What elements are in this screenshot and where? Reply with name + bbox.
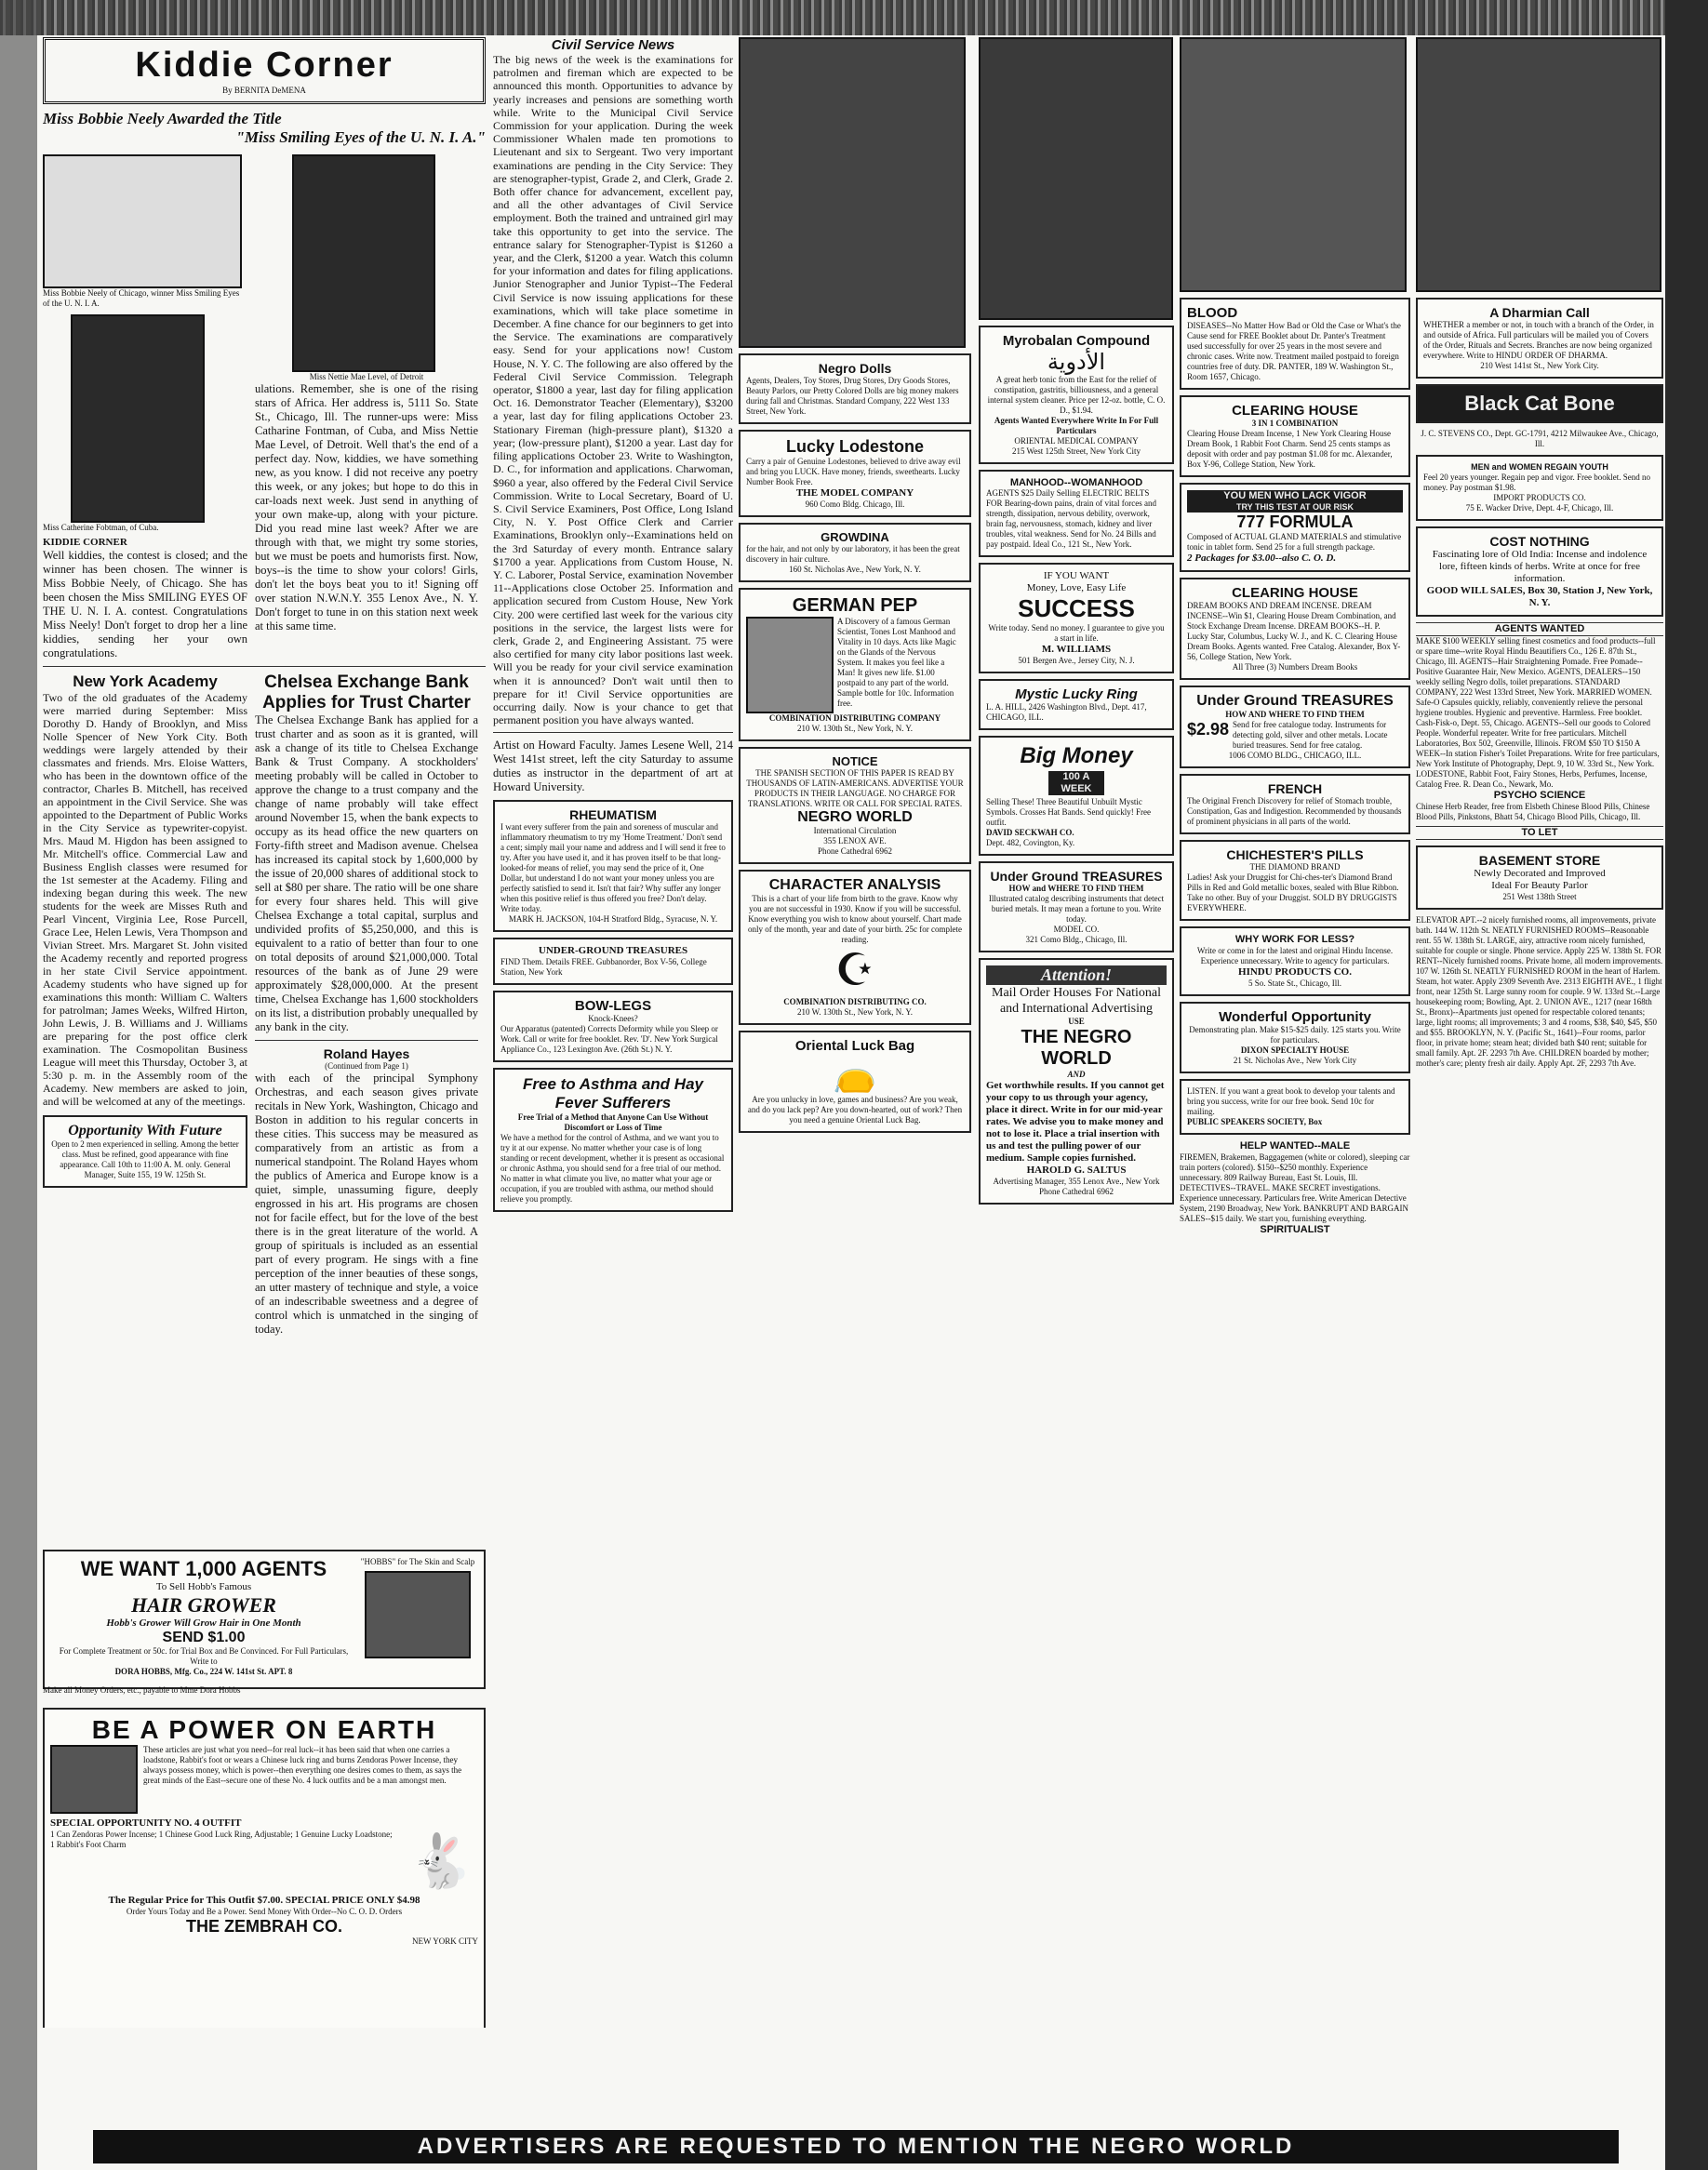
clearing2-numbers: All Three (3) Numbers Dream Books bbox=[1232, 662, 1358, 672]
dark-ad-col6 bbox=[1416, 37, 1661, 292]
attention-paper: THE NEGRO WORLD bbox=[1021, 1027, 1132, 1069]
vigor-text: Composed of ACTUAL GLAND MATERIALS and stimulative tonic in tablet form. Send 25 for a full strength package. bbox=[1187, 532, 1402, 552]
attention-ad bbox=[979, 958, 1174, 1205]
agents-text: MAKE $100 WEEKLY selling finest cosmetics and food products--full or spare time--write Royal Hindu Beautifiers Co., 126 E. 87th St., Chicago, Ill. AGENTS--Hair Straightening Pomade. Free Pomade--Positive Guarantee Hair, New Mexico. AGENTS, DEALERS--150 weekly selling Negro dolls, toilet preparations. STANDARD COMPANY, 222 West 133rd Street, New York. MARRIED WOMEN. Safe-O Capsules quickly, reliably, conveniently relieve the personal hygiene troubles. Hygienic and preventive. Harmless. Free booklet. Cash-Fisk-o, Dept. 55, Chicago. AGENTS--Sell our goods to Colored People. Wonderful repeater. Write for free particulars. Mitchell Laboratories, Box 502, Greenville, Illinois. FROM $50 TO $150 A WEEK--In station Fisher's Toilet Preparations. Write for free particulars, New York Institute of Photography, Dept. 9, 10 W. 33rd St., New York. LODESTONE, Rabbit Foot, Fairy Stones, Herbs, Perfumes, Incense, Catalog Free. R. Dean Co., Newark, Mo. bbox=[1416, 636, 1660, 789]
kiddie-headline-2: "Miss Smiling Eyes of the U. N. I. A." bbox=[235, 128, 486, 146]
treasures2-company: MODEL CO. bbox=[1053, 925, 1100, 934]
caption-nettie: Miss Nettie Mae Level, of Detroit bbox=[309, 372, 424, 381]
myrobalan-text: A great herb tonic from the East for the relief of constipation, gastritis, billiousness, and a general internal system cleaner. Price per 12-oz. bottle, C. O. D., $1.94. bbox=[987, 375, 1166, 415]
growdina-text: for the hair, and not only by our laboratory, it has been the great discovery in hair culture. bbox=[746, 544, 960, 564]
hobbs-product: HAIR GROWER bbox=[131, 1593, 276, 1617]
listen-company: PUBLIC SPEAKERS SOCIETY, Box bbox=[1187, 1117, 1323, 1126]
dharmian-text: WHETHER a member or not, in touch with a branch of the Order, in and outside of Africa. Full particulars will be mailed you of Covers of the Order, Rituals and Secrets. Branches are now being organized everywhere. Write to HINDU ORDER OF DHARMA. bbox=[1423, 320, 1654, 360]
tolet-title: TO LET bbox=[1416, 826, 1663, 840]
myrobalan-company: ORIENTAL MEDICAL COMPANY bbox=[1014, 436, 1139, 446]
chichester-title: CHICHESTER'S PILLS bbox=[1226, 847, 1364, 862]
asthma-sub: Free Trial of a Method that Anyone Can Use Without Discomfort or Loss of Time bbox=[517, 1112, 709, 1133]
treasures3-ad bbox=[1180, 686, 1410, 768]
clearing1-sub: 3 IN 1 COMBINATION bbox=[1251, 419, 1339, 428]
bigmoney-ad bbox=[979, 736, 1174, 856]
costnothing-text: Fascinating lore of Old India: Incense and indolence lore, fifteen kinds of herbs. Write at once for free information. bbox=[1432, 549, 1648, 584]
treasures-small-text: FIND Them. Details FREE. Gubbanorder, Box V-56, College Station, New York bbox=[500, 957, 707, 978]
bigmoney-company: DAVID SECKWAH CO. bbox=[986, 828, 1074, 837]
menwomen-address: 75 E. Wacker Drive, Dept. 4-F, Chicago, Ill. bbox=[1465, 503, 1614, 513]
power-special: SPECIAL OPPORTUNITY NO. 4 OUTFIT bbox=[50, 1817, 242, 1829]
german-pep-title: GERMAN PEP bbox=[792, 595, 918, 616]
character-ad bbox=[739, 870, 971, 1025]
attention-use: USE bbox=[1068, 1017, 1085, 1026]
attention-address: Advertising Manager, 355 Lenox Ave., New York bbox=[993, 1177, 1160, 1186]
rheumatism-text: I want every sufferer from the pain and soreness of muscular and inflammatory rheumatism to try my 'Home Treatment.' Don't send a cent; simply mail your name and address and I will send it free to try. After you have used it, and it has proven itself to be that long-looked-for means of relief, you may send the price of it, One Dollar, but understand I do not want your money unless you are perfectly satisfied to send it. Isn't that fair? Why suffer any longer when this positive relief is thus offered you free? Don't delay. Write today. bbox=[500, 822, 726, 914]
kiddie-title-box bbox=[43, 37, 486, 104]
column-6 bbox=[1416, 37, 1663, 2028]
attention-name: HAROLD G. SALTUS bbox=[1026, 1165, 1127, 1176]
incense-can-image bbox=[50, 1745, 138, 1814]
power-text: These articles are just what you need--for real luck--it has been said that when one carries a loadstone, Rabbit's foot or wears a Chinese luck ring and burns Zendoras Power Incense, they always possess money, which is power--then everything one desires comes to them, as says the great minds of the East--secure one of these No. 4 luck outfits and be a man amongst men. bbox=[143, 1745, 462, 1785]
civil-title: Civil Service News bbox=[551, 37, 675, 53]
menwomen-company: IMPORT PRODUCTS CO. bbox=[1493, 493, 1586, 502]
german-pep-photo bbox=[746, 617, 834, 713]
attention-title: Attention! bbox=[986, 965, 1167, 985]
french-ad bbox=[1180, 774, 1410, 834]
photo-nettie-level bbox=[292, 154, 435, 372]
growdina-ad bbox=[739, 523, 971, 582]
attention-and: AND bbox=[1067, 1070, 1086, 1079]
manhood-title: MANHOOD--WOMANHOOD bbox=[1009, 477, 1143, 488]
myrobalan-arabic: الأدوية bbox=[1047, 349, 1106, 375]
power-price: The Regular Price for This Outfit $7.00. SPECIAL PRICE ONLY $4.98 bbox=[108, 1895, 420, 1906]
hayes-text: with each of the principal Symphony Orchestras, and each season gives private recitals in New York, Washington, Chicago and Boston in addition to his regular concerts in these cities. This success may be measured as comparatively from an artistic as from a numerical standpoint. The Roland Hayes whom the publics of America and Europe know is a quiet, simple, unassuming figure, deeply engrossed in his art. His programs are chosen not for facile effect, but for the love of the best there is in the great literature of the world. A group of spirituals is included as an essential part of every program. He sings with a fine perception of the inner beauties of these songs, an utter mastery of technique and style, a voice of an indescribable sweetness and a degree of control which is unmatched in the singing of today. bbox=[255, 1072, 478, 1336]
dharmian-ad bbox=[1416, 298, 1663, 379]
scan-noise-right bbox=[1665, 0, 1708, 2170]
opportunity-title: Opportunity With Future bbox=[68, 1123, 222, 1138]
bigmoney-text: Selling These! Three Beautiful Unbuilt Mystic Symbols. Crosses Hat Bands. Send quickly! Free outfit. bbox=[986, 797, 1151, 827]
success-company: M. WILLIAMS bbox=[1041, 644, 1112, 655]
workless-address: 5 So. State St., Chicago, Ill. bbox=[1248, 978, 1341, 988]
caption-bobbie: Miss Bobbie Neely of Chicago, winner Miss Smiling Eyes of the U. N. I. A. bbox=[43, 288, 240, 308]
column-4 bbox=[979, 37, 1174, 2028]
dark-ad-col5 bbox=[1180, 37, 1407, 292]
manhood-ad bbox=[979, 470, 1174, 557]
power-order: Order Yours Today and Be a Power. Send Money With Order--No C. O. D. Orders bbox=[126, 1907, 403, 1916]
agents-title: AGENTS WANTED bbox=[1416, 622, 1663, 636]
workless-ad bbox=[1180, 926, 1410, 996]
kiddie-title: Kiddie Corner bbox=[135, 46, 394, 85]
chelsea-text: The Chelsea Exchange Bank has applied for a trust charter and as soon as it is granted, will ask a change of its title to Chelsea Exchange Bank & Trust Company. A stockholders' meeting probably will be called in October to approve the change to a trust company and the change of name probably will take effect around November 15, when the bank expects to occupy as its head office the new quarters on Forty-fifth street and Madison avenue. Chelsea has increased its capital stock by 1,600,000 by the issue of 20,000 shares of additional stock to sell at $80 per share. The ratio will be one share for every four shares held. This will give Chelsea Exchange a total capital, surplus and undivided profits of $5,250,000, and this is equivalent to a ratio of better than four to one on total deposits of around $21,000,000. Total resources of the bank as of June 29 were approximately $28,000,000. At the present time, Chelsea Exchange has 1,600 stockholders on its list, a distribution probably unequalled by any bank in the city. bbox=[255, 713, 478, 1033]
kiddie-text-1: Well kiddies, the contest is closed; and the winner has been chosen. The winner is Miss Bobbie Neely, of Chicago. She has been chosen the Miss SMILING EYES OF THE U. N. I. A. contest. Congratulations Miss Neely! Don't forget to drop her a line kiddies, sending her your own congratulations. bbox=[43, 549, 247, 659]
hobbs-title: WE WANT 1,000 AGENTS bbox=[80, 1557, 327, 1580]
hobbs-note: Make all Money Orders, etc., payable to Mme Dora Hobbs bbox=[43, 1685, 241, 1695]
vigor-ad bbox=[1180, 483, 1410, 572]
german-pep-ad bbox=[739, 588, 971, 741]
costnothing-address: GOOD WILL SALES, Box 30, Station J, New York, N. Y. bbox=[1426, 585, 1653, 608]
kiddie-subhead: KIDDIE CORNER bbox=[43, 537, 127, 548]
crescent-star-icon: ☪ bbox=[834, 946, 875, 995]
clearing1-text: Clearing House Dream Incense, 1 New York Clearing House Dream Book, 1 Rabbit Foot Charm. Send 25 cents stamps as deposit with order and pay postman $1.08 for mc. Alexander, Box Y-96, College Station, New York. bbox=[1187, 429, 1393, 469]
dark-ad-col4 bbox=[979, 37, 1173, 320]
power-items: 1 Can Zendoras Power Incense; 1 Chinese Good Luck Ring, Adjustable; 1 Genuine Lucky Loadstone; 1 Rabbit's Foot Charm bbox=[50, 1830, 393, 1849]
clearing2-title: CLEARING HOUSE bbox=[1232, 585, 1358, 601]
success-title: IF YOU WANT bbox=[1043, 570, 1110, 581]
attention-line1: Mail Order Houses For National and International Advertising bbox=[992, 986, 1161, 1016]
rheumatism-ad bbox=[493, 800, 733, 932]
clearing1-title: CLEARING HOUSE bbox=[1232, 403, 1358, 419]
catbone-address: J. C. STEVENS CO., Dept. GC-1791, 4212 Milwaukee Ave., Chicago, Ill. bbox=[1421, 429, 1659, 448]
basement-line2: Ideal For Beauty Parlor bbox=[1491, 880, 1588, 891]
luck-bag-icon: 👝 bbox=[833, 1055, 877, 1094]
lodestone-address: 960 Como Bldg. Chicago, Ill. bbox=[805, 499, 905, 509]
footer-banner: ADVERTISERS ARE REQUESTED TO MENTION THE NEGRO WORLD bbox=[93, 2130, 1619, 2163]
attention-phone: Phone Cathedral 6962 bbox=[1039, 1187, 1114, 1196]
hobbs-line3: For Complete Treatment or 50c. for Trial Box and Be Convinced. For Full Particulars, Write to bbox=[59, 1646, 349, 1666]
costnothing-ad bbox=[1416, 526, 1663, 617]
column-3 bbox=[739, 37, 971, 2028]
notice-ad bbox=[739, 747, 971, 864]
lodestone-text: Carry a pair of Genuine Lodestones, believed to drive away evil and bring you LUCK. Have money, friends, sweethearts. Lucky Number Book Free. bbox=[746, 457, 961, 486]
power-city: NEW YORK CITY bbox=[412, 1937, 478, 1946]
rheumatism-address: MARK H. JACKSON, 104-H Stratford Bldg., Syracuse, N. Y. bbox=[508, 914, 718, 925]
psycho-text: Chinese Herb Reader, free from Elsbeth Chinese Blood Pills, Chinese Blood Pills, Pinkstons, Bhatt 54, Chicago Blood Pills, Chicago, Ill. bbox=[1416, 802, 1650, 821]
column-5 bbox=[1180, 37, 1410, 2028]
workless-text: Write or come in for the latest and original Hindu Incense. Experience unnecessary. Write to agency for particulars. bbox=[1196, 946, 1394, 965]
mystic-address: L. A. HILL, 2426 Washington Blvd., Dept. 417, CHICAGO, ILL. bbox=[986, 702, 1147, 722]
asthma-ad bbox=[493, 1068, 733, 1212]
hobbs-line2: Hobb's Grower Will Grow Hair in One Month bbox=[106, 1618, 301, 1629]
hayes-cont: (Continued from Page 1) bbox=[325, 1061, 408, 1071]
mystic-ring-ad bbox=[979, 679, 1174, 730]
scan-noise-left bbox=[0, 0, 37, 2170]
chichester-text: Ladies! Ask your Druggist for Chi-ches-ter's Diamond Brand Pills in Red and Gold metallic boxes, sealed with Blue Ribbon. Take no other. Buy of your Druggist. SOLD BY DRUGGISTS EVERYWHERE. bbox=[1187, 872, 1399, 912]
notice-address: 355 LENOX AVE. bbox=[823, 836, 887, 845]
blood-ad bbox=[1180, 298, 1410, 390]
treasures3-address: 1006 COMO BLDG., CHICAGO, ILL. bbox=[1228, 751, 1362, 760]
kiddie-text-2: ulations. Remember, she is one of the rising stars of Africa. Her address is, 5111 So. State St., Chicago, Ill. The runner-ups were: Miss Catharine Fontman, of Cuba, and Miss Nettie Mae Level, of Detroit. Well that's the end of a perfect day. Now, kiddies, we have something new, as you know. I did not receive any poetry this week, or any jokes; but hope to do this in car-loads next week. Just send in anything of your own make-up, along with your picture. Did you read mine last week? After we are through with that, we might try some stories, but we must be poets and humorists first. Now, boys--is the time to show your colors! Girls, don't let the boys beat you to it! Signing off over station N.W.N.Y. 355 Lenox Ave., N. Y. Don't forget to tune in on this station next week at this same time. bbox=[255, 382, 478, 632]
lodestone-ad bbox=[739, 430, 971, 517]
myrobalan-address: 215 West 125th Street, New York City bbox=[1011, 446, 1141, 456]
column-kiddie bbox=[43, 37, 486, 2028]
treasures2-text: Illustrated catalog describing instruments that detect buried metals. It may mean a fortune to you. Write today. bbox=[988, 894, 1165, 924]
notice-title: NOTICE bbox=[832, 754, 878, 768]
dark-ad-top bbox=[739, 37, 966, 348]
treasures3-sub: HOW AND WHERE TO FIND THEM bbox=[1225, 710, 1365, 719]
hobbs-ad bbox=[43, 1550, 486, 1689]
hobbs-address: DORA HOBBS, Mfg. Co., 224 W. 141st St. APT. 8 bbox=[114, 1667, 293, 1676]
caption-catherine: Miss Catherine Fobtman, of Cuba. bbox=[43, 523, 159, 532]
power-title: BE A POWER ON EARTH bbox=[91, 1715, 437, 1744]
dharmian-address: 210 West 141st St., New York City. bbox=[1480, 361, 1599, 370]
hayes-title: Roland Hayes bbox=[323, 1046, 410, 1061]
treasures-small-title: UNDER-GROUND TREASURES bbox=[538, 945, 688, 957]
treasures3-price: $2.98 bbox=[1187, 720, 1230, 739]
basement-ad bbox=[1416, 845, 1663, 910]
bigmoney-address: Dept. 482, Covington, Ky. bbox=[986, 838, 1075, 847]
workless-company: HINDU PRODUCTS CO. bbox=[1238, 966, 1352, 978]
french-title: FRENCH bbox=[1267, 781, 1323, 796]
blood-text: DISEASES--No Matter How Bad or Old the Case or What's the Cause send for FREE Booklet about Dr. Panter's Treatment used successfully for over 25 years in the most severe and chronic cases. Write now. Treatment mailed postpaid to foreign countries free of duty. DR. PANTER, 189 W. Washington St., Room 1657, Chicago. bbox=[1187, 321, 1401, 381]
spiritualist-title: SPIRITUALIST bbox=[1260, 1224, 1330, 1235]
mystic-title: Mystic Lucky Ring bbox=[1015, 686, 1138, 702]
academy-title: New York Academy bbox=[73, 672, 218, 690]
oriental-text: Are you unlucky in love, games and business? Are you weak, and do you lack pep? Are you down-hearted, out of work? Then you need a genuine Oriental Luck Bag. bbox=[747, 1095, 963, 1125]
german-pep-address: 210 W. 130th St., New York, N. Y. bbox=[796, 724, 914, 733]
negro-dolls-text: Agents, Dealers, Toy Stores, Drug Stores, Dry Goods Stores, Beauty Parlors, our Pretty Colored Dolls are big money makers during fall and Christmas. Standard Company, 222 West 133 Street, New York. bbox=[746, 376, 959, 416]
attention-text: Get worthwhile results. If you cannot get your copy to us through your agency, place it direct. Write in for our mid-year rates. We advise you to make money and not to lose it. Place a trial insertion with us and test the pulling power of our medium. Sample copies furnished. bbox=[986, 1080, 1165, 1164]
treasures2-address: 321 Como Bldg., Chicago, Ill. bbox=[1025, 935, 1128, 944]
character-title: CHARACTER ANALYSIS bbox=[768, 877, 941, 893]
basement-address: 251 West 138th Street bbox=[1502, 892, 1577, 901]
kiddie-byline: By BERNITA DeMENA bbox=[222, 86, 306, 95]
vigor-title: YOU MEN WHO LACK VIGOR bbox=[1187, 490, 1403, 502]
character-address: 210 W. 130th St., New York, N. Y. bbox=[796, 1007, 914, 1017]
success-ad bbox=[979, 563, 1174, 673]
dharmian-title: A Dharmian Call bbox=[1489, 305, 1590, 320]
vigor-price: 2 Packages for $3.00--also C. O. D. bbox=[1187, 552, 1337, 564]
tolet-text: ELEVATOR APT.--2 nicely furnished rooms, all improvements, private bath. 144 W. 112th St. NEATLY FURNISHED ROOMS--Reasonable rent. 55 W. 138th St. LARGE, airy, attractive room nicely furnished, suitable for couple or single. Phone service. Apply 225 W. 138th St. FOR RENT--Nicely furnished rooms. Private home, all modern improvements. 107 W. 126th St. NEATLY FURNISHED ROOM in the heart of Harlem. Steam, hot water. Apply 2309 Seventh Ave. 2313 EIGHTH AVE., 1 flight front, near 125th St. Large sunny room for couple. 9 W. 133rd St.--Large housekeeping room; Bowling, Apt. 2. UNION AVE., 1217 (near 168th St., Bronx)--Apartments just opened for respectable colored tenants; large, light rooms; all improvements; 3 and 4 rooms, $38, $40, $45, $50 and $55. BROOKLYN, N. Y. (Pacific St., 1641)--Four rooms, parlor floor, in private home; steam heat; divided bath $40 rent; suitable for small family. Apt. 2F. 2293 7th Ave. CHILDREN boarded by mother; mother's care; plenty fresh air daily. Apply Apt. 2F, 2293 7th Ave. bbox=[1416, 915, 1663, 1068]
basement-title: BASEMENT STORE bbox=[1478, 853, 1601, 868]
treasures3-text: Send for free catalogue today. Instruments for detecting gold, silver and other metals. Locate buried treasures. Send for free catalog. bbox=[1233, 720, 1388, 750]
hobbs-price: SEND $1.00 bbox=[162, 1630, 246, 1645]
rabbit-icon: 🐇 bbox=[408, 1833, 474, 1891]
column-civil-service bbox=[493, 37, 733, 2028]
bowlegs-ad bbox=[493, 991, 733, 1062]
growdina-address: 160 St. Nicholas Ave., New York, N. Y. bbox=[789, 565, 921, 574]
bigmoney-badge: 100 A WEEK bbox=[1048, 771, 1104, 795]
treasures3-title: Under Ground TREASURES bbox=[1196, 693, 1394, 709]
catbone-title: Black Cat Bone bbox=[1464, 392, 1615, 415]
wonderful-ad bbox=[1180, 1002, 1410, 1073]
basement-line1: Newly Decorated and Improved bbox=[1474, 868, 1606, 879]
bowlegs-sub: Knock-Knees? bbox=[588, 1014, 638, 1024]
bowlegs-title: BOW-LEGS bbox=[574, 998, 652, 1015]
civil-text: The big news of the week is the examinations for patrolmen and fireman which are expected to be announced this month. Opportunities to advance by yearly increases and pensions are something worth while. Write to the Municipal Civil Service Commission for your application. During the week Commissioner Whalen made ten promotions to Lieutenant and six to Sergeant. Two very important examinations are pending in the City Service: They are stenographer-typist, Grade 2, and Clerk, Grade 2. Both offer chance for advancement, excellent pay, and all the other advantages of Civil Service employment. Both the trained and untrained girl may take this opportunity to get into the service. The entrance salary for Stenographer-Typist is $1260 a year, and the Clerk, $1200 a year. Watch this column for your information and dates for filing applications. Junior Stenographer and Junior Typist--The Federal Civil Service is now issuing applications for these examinations, which will take place sometime in December. A fine chance for our beginners to get into the Service. The examinations are comparatively easy. Send for your applications now! Custom House, N. Y. C. The following are also offered by the Federal Civil Service Commission. Telegraph operator, $1800 a year, last day for filing application Oct. 16. Demonstrator Teacher (Elementary), $3200 a year, last day for filing applications October 23. Stationary Fireman (high-pressure plant), $1320 a year; (low-pressure plant), $1200 a year. Last day for filing applications October 23. Write to Washington, D. C., for information and applications. Charwoman, $960 a year, also offered by the Federal Civil Service Commission. Write to Local Secretary, Board of U. S. Civil Service Examiners, Post Office, Long Island City, N. Y. Post Office Clerk and Carrier Examinations, Brooklyn only--Examinations held on the 3rd Saturday of every month. Entrance salary $1700 a year. Applications from Custom House, N. Y. C. Laborer, Postal Service, examination November 11--Applications close October 25. Information and application secured from Custom House, New York City. 200 were certified last week for the various city positions in the service, the largest lists were for clerk, Grade 2, and Engineering Assistant. 75 were also certified for many city labor positions last week. Will you be ready for your civil service examination when it is announced? Don't wait until then to prepare for it! Civil Service opportunities are occurring daily. Now is your chance to get that permanent position you have always wanted. bbox=[493, 53, 733, 727]
catbone-ad bbox=[1416, 384, 1663, 423]
costnothing-title: COST NOTHING bbox=[1489, 534, 1590, 549]
lodestone-company: THE MODEL COMPANY bbox=[795, 487, 914, 499]
treasures2-title: Under Ground TREASURES bbox=[990, 869, 1163, 884]
wonderful-title: Wonderful Opportunity bbox=[1219, 1009, 1371, 1025]
success-text: Write today. Send no money. I guarantee to give you a start in life. bbox=[988, 623, 1165, 643]
negro-dolls-ad bbox=[739, 353, 971, 424]
success-big: SUCCESS bbox=[1018, 594, 1135, 622]
kiddie-headline-1: Miss Bobbie Neely Awarded the Title bbox=[43, 110, 282, 127]
listen-text: LISTEN. If you want a great book to develop your talents and bring you success, write for our free book. Send 10c for mailing. bbox=[1187, 1086, 1395, 1116]
hobbs-line1: To Sell Hobb's Famous bbox=[155, 1581, 252, 1592]
clearing1-ad bbox=[1180, 395, 1410, 477]
lodestone-title: Lucky Lodestone bbox=[785, 437, 925, 456]
listen-ad bbox=[1180, 1079, 1410, 1135]
notice-phone: Phone Cathedral 6962 bbox=[818, 846, 892, 856]
asthma-text: We have a method for the control of Asthma, and we want you to try it at our expense. No matter whether your case is of long standing or recent development, whether it is present as occasional or chronic Asthma, you should send for a free trial of our method. No matter in what climate you live, no matter what your age or occupation, if you are troubled with asthma, our method should relieve you promptly. bbox=[500, 1133, 725, 1205]
notice-paper: NEGRO WORLD bbox=[797, 809, 913, 825]
asthma-title: Free to Asthma and Hay Fever Sufferers bbox=[523, 1075, 703, 1112]
myrobalan-ad bbox=[979, 326, 1174, 464]
academy-text: Two of the old graduates of the Academy were married during September: Miss Dorothy D. Handy of Brooklyn, and Miss Nolle Spencer of New York City. Both weddings were largely attended by their classmates and friends. Mrs. Eloise Watters, who has been in the downtown office of the contractor, Charles B. Mitchell, has received an appointment in the Civil Service. She was appointed to the Department of Public Works in the City Service as typewriter-copyist. Mrs. Maud M. Higdon has been assigned to Mr. Mitchell's office. Commercial Law and Business English classes were resumed for the 1st semester at the Academy. Filing and indexing began during this week. The new students for the week are Misses Ruth and Pearl Vincent, Virginia Lee, Rose Purcell, Grace Lee, Helen Lewis, Vera Thompson and Vivian Street. Mrs. Margaret St. John visited the Academy recently and reported progress in her state Civil Service appointment. Academy students who have signed up for examinations this month: William C. Walters for patrolman; James Weeks, Wilfred Hirton, John Lewis, J. B. Williams and J. Williams are preparing for the post office clerk examination. The Cosmopolitan Business League will meet this Thursday, October 3, at 5:30 p. m. in the Assembly room of the Academy. New members are asked to join, and will be welcomed at any of the meetings. bbox=[43, 691, 247, 1108]
myrobalan-agents: Agents Wanted Everywhere Write In For Full Particulars bbox=[994, 416, 1159, 435]
helpwanted-title: HELP WANTED--MALE bbox=[1239, 1140, 1351, 1152]
bigmoney-title: Big Money bbox=[1020, 743, 1133, 768]
clearing2-ad bbox=[1180, 578, 1410, 680]
french-text: The Original French Discovery for relief of Stomach trouble, Constipation, Gas and Indigestion. Recommended by thousands of prominent physicians in all parts of the world. bbox=[1187, 796, 1402, 826]
psycho-title: PSYCHO SCIENCE bbox=[1493, 790, 1586, 801]
chelsea-title: Chelsea Exchange Bank Applies for Trust Charter bbox=[262, 672, 471, 712]
negro-dolls-title: Negro Dolls bbox=[818, 361, 892, 376]
success-address: 501 Bergen Ave., Jersey City, N. J. bbox=[1018, 656, 1135, 665]
growdina-title: GROWDINA bbox=[821, 530, 889, 544]
rheumatism-title: RHEUMATISM bbox=[569, 807, 657, 823]
german-pep-company: COMBINATION DISTRIBUTING COMPANY bbox=[768, 713, 941, 723]
oriental-ad bbox=[739, 1031, 971, 1133]
myrobalan-title: Myrobalan Compound bbox=[1002, 333, 1151, 349]
artist-text: Artist on Howard Faculty. James Lesene Well, 214 West 141st street, left the city Saturday to assume duties as instructor in the department of art at Howard University. bbox=[493, 739, 733, 794]
treasures2-ad bbox=[979, 861, 1174, 952]
bowlegs-text: Our Apparatus (patented) Corrects Deformity while you Sleep or Work. Call or write for free booklet. Rev. 'D'. New York Surgical Appliance Co., 123 Lexington Ave. (26th St.) N. Y. bbox=[500, 1024, 718, 1055]
power-ad bbox=[43, 1708, 486, 2028]
success-line: Money, Love, Easy Life bbox=[1026, 582, 1127, 593]
vigor-sub: TRY THIS TEST AT OUR RISK bbox=[1187, 502, 1403, 513]
wonderful-text: Demonstrating plan. Make $15-$25 daily. 125 starts you. Write for particulars. bbox=[1189, 1025, 1401, 1045]
hobbs-photo-caption: "HOBBS" for The Skin and Scalp bbox=[360, 1557, 475, 1566]
workless-title: WHY WORK FOR LESS? bbox=[1234, 934, 1355, 945]
power-company: THE ZEMBRAH CO. bbox=[186, 1917, 342, 1936]
photo-bobbie-neely bbox=[43, 154, 242, 288]
chichester-sub: THE DIAMOND BRAND bbox=[1249, 862, 1341, 872]
menwomen-ad bbox=[1416, 455, 1663, 521]
menwomen-text: Feel 20 years younger. Regain pep and vigor. Free booklet. Send no money. Pay postman $1.98. bbox=[1423, 473, 1650, 492]
wonderful-address: 21 St. Nicholas Ave., New York City bbox=[1233, 1056, 1357, 1065]
menwomen-title: MEN and WOMEN REGAIN YOUTH bbox=[1471, 462, 1608, 472]
notice-text: THE SPANISH SECTION OF THIS PAPER IS READ BY THOUSANDS OF LATIN-AMERICANS. ADVERTISE YOUR PRODUCTS IN THEIR LANGUAGE. NO CHARGE FOR TRANSLATIONS. WRITE OR CALL FOR SPECIAL RATES. bbox=[746, 768, 964, 808]
wonderful-company: DIXON SPECIALTY HOUSE bbox=[1240, 1045, 1350, 1055]
treasures2-sub: HOW and WHERE TO FIND THEM bbox=[1008, 884, 1144, 893]
german-pep-text: A Discovery of a famous German Scientist, Tones Lost Manhood and Vitality in 10 days. Acts like Magic on the Glands of the Nervous System. It makes you feel like a Man! It gives new life. $1.00 postpaid to any part of the world. Sample bottle for 10c. Information free. bbox=[837, 617, 956, 708]
notice-sub: International Circulation bbox=[813, 826, 897, 835]
opportunity-text: Open to 2 men experienced in selling. Among the better class. Must be refined, good appearance with fine appearance. Call 10th to 11:00 A. M. only. General Manager, Suite 155, 19 W. 125th St. bbox=[51, 1139, 239, 1179]
photo-catherine bbox=[71, 314, 205, 523]
opportunity-ad bbox=[43, 1115, 247, 1188]
blood-title: BLOOD bbox=[1187, 305, 1238, 321]
helpwanted-text: FIREMEN, Brakemen, Baggagemen (white or colored), sleeping car train porters (colored). $150--$250 monthly. Experience unnecessary. 809 Railway Bureau, East St. Louis, Ill. DETECTIVES--TRAVEL. MAKE SECRET investigations. Experience unnecessary. Particulars free. Write American Detective System, 2190 Broadway, New York. BANKRUPT AND BARGAIN SALES--$15 daily. We start you, furnishing everything. bbox=[1180, 1152, 1410, 1223]
manhood-text: AGENTS $25 Daily Selling ELECTRIC BELTS FOR Bearing-down pains, drain of vital forces and strength, dissipation, nervous debility, overwork, brain fag, nervousness, stomach, kidney and liver troubles, vital weakness. Send for No. 24 Bills and pay postpaid. Ideal Co., 121 St., New York. bbox=[986, 488, 1156, 549]
character-company: COMBINATION DISTRIBUTING CO. bbox=[783, 997, 927, 1006]
treasures-small-ad bbox=[493, 938, 733, 985]
scan-noise-top bbox=[0, 0, 1708, 35]
clearing2-text: DREAM BOOKS AND DREAM INCENSE. DREAM INCENSE--Win $1, Clearing House Dream Combination, and Stock Exchange Dream Incense. DREAM BOOKS--H. P. Lucky Star, Columbus, Lucky W. J., and K. C. Clearing House Dream Books. Agents wanted. Free Catalog. Alexander, Box Y-56, College Station, New York. bbox=[1187, 601, 1401, 661]
hobbs-photo bbox=[365, 1571, 471, 1658]
oriental-title: Oriental Luck Bag bbox=[794, 1038, 915, 1054]
character-text: This is a chart of your life from birth to the grave. Know why you are not successful in 1930. Know if you will be successful. Know everything you wish to know about yourself. Chart made only of the month, year and date of your birth. 25c for complete reading. bbox=[748, 894, 962, 944]
chichester-ad bbox=[1180, 840, 1410, 921]
vigor-formula: 777 FORMULA bbox=[1236, 513, 1354, 531]
